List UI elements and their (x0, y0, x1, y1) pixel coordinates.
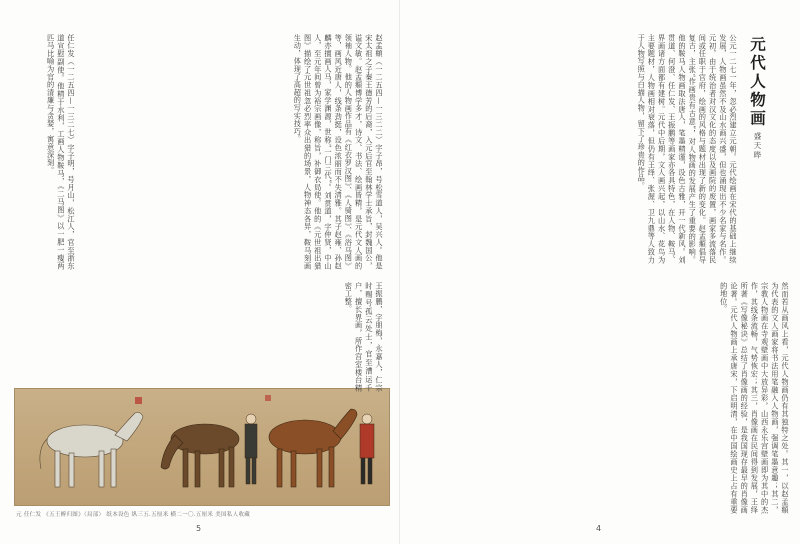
left-page-text-strip: 王振鹏，字朋梅，永嘉人，仁宗时赐号孤云处士，官至漕运千户，擅长界画，所作宫室楼台精密工整。 (344, 282, 384, 392)
article-title: 元代人物画 (748, 36, 767, 129)
right-page-text-top: 公元一二七一年，忽必烈建立元朝。元代绘画在宋代的基础上继续发展，人物画虽然不及山水画兴盛，但也涌现出不少名家与名作。元初，由于统治者对汉文化的态度以及画院的废置，画家多流落民间或任职于官府，绘画的风格与题材出现了新的变化。赵孟頫倡导复古，主张“作画贵有古意”，对人物画的发展产生了重要的影响。他的鞍马人物画取法唐人，笔墨精谨，设色古雅，开一代新风。刘贯道、何澄、任仁发、王振鹏等画家亦各具特色，在人物、鞍马、界画诸方面都有建树。元代中后期，文人画兴起，以山水、花鸟为主要题材，人物画相对衰落，但仍有王绎、张渥、卫九鼎等人致力于人物写照与白描人物，留下了珍贵的作品。 (637, 34, 738, 264)
article-author: 盛天晔 (753, 132, 762, 161)
red-seal-1 (135, 397, 142, 404)
left-page-text-mid: 任仁发（一二五四—一三二七）字子明，号月山，松江人，官至浙东道宣慰副使。他精于水利，工画人物鞍马，《二马图》以一肥一瘦两匹马比喻为官的清廉与贪婪，寓意深刻。 (46, 34, 76, 270)
right-page-text-bottom: 然而若从画风上看，元代人物画仍有其独特之处。其一，以赵孟頫为代表的文人画家将书法用笔融入人物画，强调笔墨意趣；其二，宗教人物画在寺观壁画中大放异彩，山西永乐宫壁画即为其中的杰作，其线条流畅，气势恢宏；其三，肖像画在民间得到发展，王绎所著《写像秘诀》总结了肖像画的经验，是我国现存最早的肖像画论著。元代人物画上承唐宋，下启明清，在中国绘画史上占有重要的地位。 (719, 282, 790, 514)
left-page-text-top: 赵孟頫（一二五四—一三二二）字子昂，号松雪道人，吴兴人。他是宋太祖之子秦王德芳的后裔，入元后官至翰林学士承旨，封魏国公，谥文敏。赵孟頫博学多才，诗文、书法、绘画皆精，是元代文人画的领袖人物。他的人物画作品有《红衣罗汉图》、《人骑图》、《浴马图》等，画风近唐人，线条劲挺，设色浓丽而不失清雅。其子赵雍、孙赵麟亦擅画人马，家学渊源，世称“一门三代”。刘贯道，字仲贤，中山人，至元年间曾为裕宗画像，称旨，补御衣局使。他的《元世祖出猎图》描绘了元世祖忽必烈率众出猎的场景，人物神态各异，鞍马刻画生动，体现了高超的写实技巧。 (293, 34, 384, 270)
left-page-number: 5 (196, 524, 202, 533)
horse-painting (14, 388, 390, 506)
horse-painting-illustration (15, 389, 389, 505)
painting-caption: 元 任仁发 《五王醉归图》（局部） 纸本设色 纵三五.五厘米 横二一〇.五厘米 美国私人收藏 (16, 512, 251, 518)
right-page-number: 4 (596, 524, 602, 533)
red-seal-2 (265, 395, 271, 401)
